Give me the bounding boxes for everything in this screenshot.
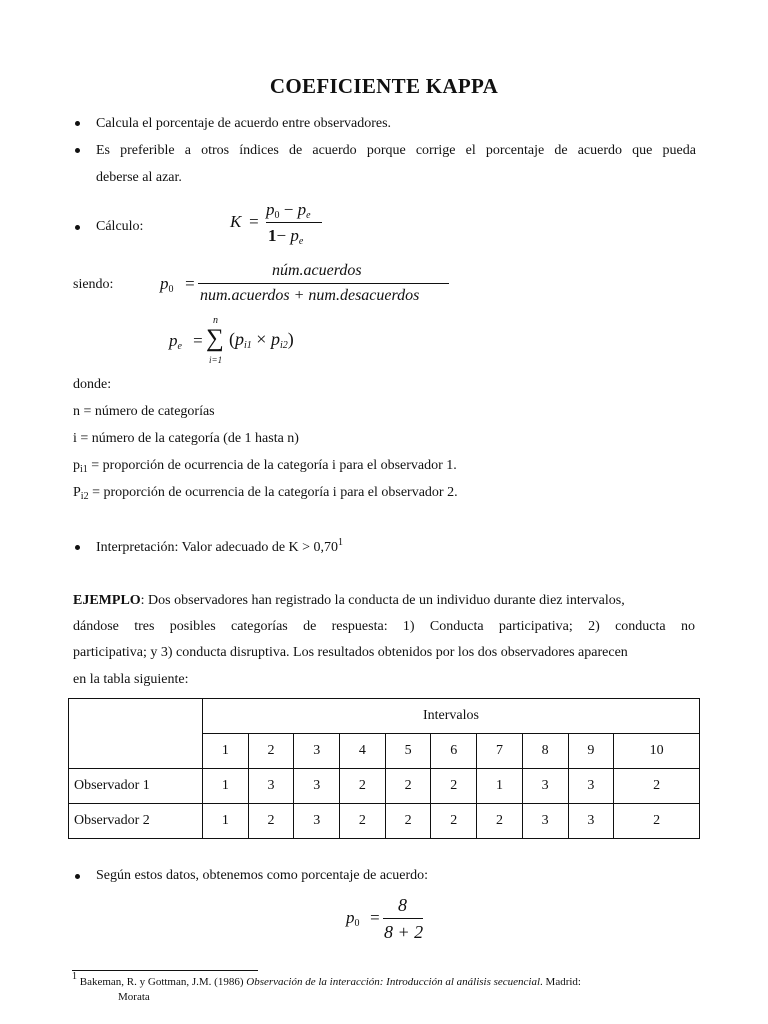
word: posibles xyxy=(169,619,216,634)
word: otros xyxy=(201,143,230,158)
table-cell: 2 xyxy=(614,804,700,839)
word: Conducta xyxy=(429,619,484,634)
table-cell: 3 xyxy=(248,769,294,804)
bullet-text-preferible xyxy=(96,143,696,159)
row-label-cell: Observador 1 xyxy=(69,769,203,804)
table-header-row xyxy=(69,699,700,734)
definition-pi2: $P_{i2}$ = proporción de ocurrencia de la categoría i para el observador 2. xyxy=(73,485,458,502)
footnote-rule xyxy=(72,970,258,971)
column-header-cell: 8 xyxy=(522,734,568,769)
definition-n: n = número de categorías xyxy=(73,404,215,419)
observation-table xyxy=(68,698,700,839)
ejemplo-line-4: en la tabla siguiente: xyxy=(73,672,189,687)
column-header-cell: 4 xyxy=(340,734,386,769)
word: el xyxy=(465,143,476,158)
bullet-text-azar: deberse al azar. xyxy=(96,170,182,185)
column-header-cell: 3 xyxy=(294,734,340,769)
word: índices xyxy=(239,143,279,158)
table-cell: 2 xyxy=(385,804,431,839)
column-header-cell: 5 xyxy=(385,734,431,769)
word: porque xyxy=(366,143,406,158)
column-header-cell: 10 xyxy=(614,734,700,769)
row-label-cell: Observador 2 xyxy=(69,804,203,839)
word: a xyxy=(184,143,191,158)
word: respuesta: xyxy=(331,619,388,634)
word: pueda xyxy=(662,143,696,158)
word: participativa; xyxy=(498,619,573,634)
column-header-cell: 9 xyxy=(568,734,614,769)
siendo-label: siendo: xyxy=(73,277,114,292)
table-corner-cell xyxy=(69,699,203,769)
table-cell: 2 xyxy=(614,769,700,804)
table-cell: 2 xyxy=(431,804,477,839)
ejemplo-line-2 xyxy=(73,619,695,635)
table-cell: 3 xyxy=(568,804,614,839)
calculo-label: Cálculo: xyxy=(96,219,144,234)
interpretacion-text: Interpretación: Valor adecuado de $K > 0,70^1$ xyxy=(96,537,344,555)
word: que xyxy=(632,143,653,158)
table-cell: 2 xyxy=(477,804,523,839)
word: 2) xyxy=(588,619,600,634)
word: acuerdo xyxy=(577,143,622,158)
bullet-dot xyxy=(75,874,80,879)
bullet-dot xyxy=(75,545,80,550)
table-cell: 3 xyxy=(294,769,340,804)
word: corrige xyxy=(415,143,456,158)
word: tres xyxy=(134,619,155,634)
table-row xyxy=(69,769,700,804)
bullet-dot xyxy=(75,121,80,126)
word: de xyxy=(289,143,303,158)
table-cell: 3 xyxy=(294,804,340,839)
definition-pi1: $p_{i1}$ = proporción de ocurrencia de la categoría i para el observador 1. xyxy=(73,458,457,475)
ejemplo-line-3: participativa; y 3) conducta disruptiva. Los resultados obtenidos por los dos observadores aparecen xyxy=(73,645,628,660)
column-header-cell: 1 xyxy=(203,734,249,769)
word: Es xyxy=(96,143,110,158)
footnote: $^1$ Bakeman, R. y Gottman, J.M. (1986) Observación de la interacción: Introducción al análisis secuencial. Madrid: xyxy=(72,971,581,988)
column-header-cell: 7 xyxy=(477,734,523,769)
table-cell: 1 xyxy=(477,769,523,804)
word: no xyxy=(680,619,695,634)
table-cell: 1 xyxy=(203,804,249,839)
word: dándose xyxy=(73,619,119,634)
table-cell: 1 xyxy=(203,769,249,804)
word: preferible xyxy=(120,143,175,158)
page-title: COEFICIENTE KAPPA xyxy=(269,74,499,98)
intervalos-header: Intervalos xyxy=(203,699,700,734)
table-cell: 3 xyxy=(522,804,568,839)
word: de xyxy=(303,619,317,634)
word: categorías xyxy=(230,619,288,634)
table-row xyxy=(69,804,700,839)
word: acuerdo xyxy=(312,143,357,158)
donde-label: donde: xyxy=(73,377,112,392)
bullet-text-acuerdo: Calcula el porcentaje de acuerdo entre observadores. xyxy=(96,116,392,131)
word: porcentaje xyxy=(485,143,545,158)
word: 1) xyxy=(402,619,415,634)
table-cell: 3 xyxy=(568,769,614,804)
column-header-cell: 2 xyxy=(248,734,294,769)
ejemplo-line-1: EJEMPLO: Dos observadores han registrado la conducta de un individuo durante diez intervalos, xyxy=(73,593,625,608)
bullet-dot xyxy=(75,148,80,153)
table-cell: 2 xyxy=(340,769,386,804)
column-header-cell: 6 xyxy=(431,734,477,769)
footnote-line-2: Morata xyxy=(118,991,150,1003)
segun-text: Según estos datos, obtenemos como porcentaje de acuerdo: xyxy=(96,868,429,883)
bullet-dot xyxy=(75,225,80,230)
definition-i: i = número de la categoría (de 1 hasta n) xyxy=(73,431,299,446)
word: de xyxy=(554,143,568,158)
table-cell: 2 xyxy=(248,804,294,839)
table-cell: 3 xyxy=(522,769,568,804)
table-cell: 2 xyxy=(431,769,477,804)
table-cell: 2 xyxy=(385,769,431,804)
table-cell: 2 xyxy=(340,804,386,839)
word: conducta xyxy=(615,619,666,634)
